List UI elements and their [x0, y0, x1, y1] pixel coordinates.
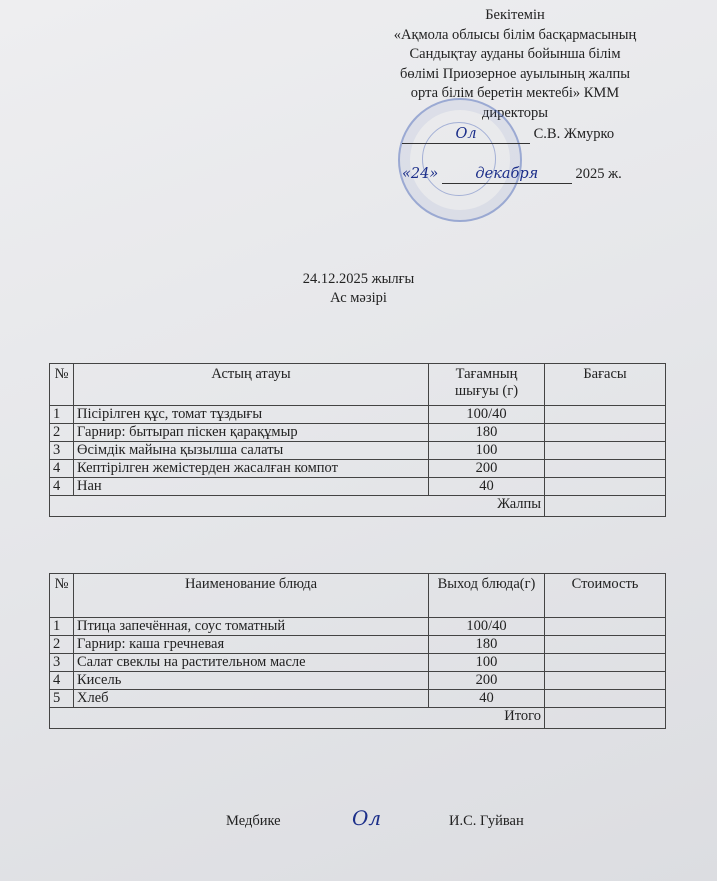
column-header: Бағасы [545, 364, 666, 406]
dish-output: 180 [429, 424, 545, 442]
table-row [50, 424, 666, 442]
column-header: Стоимость [545, 574, 666, 618]
table-total-row [50, 708, 666, 729]
dish-price [545, 442, 666, 460]
table-row [50, 442, 666, 460]
dish-name: Гарнир: каша гречневая [74, 636, 429, 654]
menu-table-ru [49, 573, 666, 729]
row-number: 4 [50, 672, 74, 690]
approval-year: 2025 ж. [575, 166, 622, 182]
nurse-role: Медбике [226, 813, 281, 829]
dish-name: Нан [74, 478, 429, 496]
dish-price [545, 654, 666, 672]
total-label: Жалпы [50, 496, 545, 517]
row-number: 2 [50, 424, 74, 442]
column-header: Тағамның шығуы (г) [429, 364, 545, 406]
dish-name: Хлеб [74, 690, 429, 708]
director-name: С.В. Жмурко [533, 126, 615, 142]
dish-output: 100/40 [429, 406, 545, 424]
column-header: Выход блюда(г) [429, 574, 545, 618]
table-header-row [50, 364, 666, 406]
approval-block [355, 6, 675, 123]
dish-output: 40 [429, 478, 545, 496]
total-value [545, 708, 666, 729]
table-row [50, 478, 666, 496]
dish-name: Салат свеклы на растительном масле [74, 654, 429, 672]
approval-line: Бекітемін [485, 7, 545, 23]
dish-name: Өсімдік майына қызылша салаты [74, 442, 429, 460]
dish-price [545, 636, 666, 654]
nurse-name: И.С. Гуйван [449, 813, 524, 829]
menu-date: 24.12.2025 жылғы [302, 271, 415, 287]
table-row [50, 460, 666, 478]
director-signature-line [402, 126, 530, 144]
row-number: 3 [50, 442, 74, 460]
table-row [50, 654, 666, 672]
row-number: 1 [50, 406, 74, 424]
column-header: № [50, 364, 74, 406]
approval-line: Сандықтау ауданы бойынша білім [409, 46, 621, 62]
column-header: № [50, 574, 74, 618]
approval-line: бөлімі Приозерное ауылының жалпы [400, 65, 630, 82]
dish-output: 100/40 [429, 618, 545, 636]
dish-output: 100 [429, 442, 545, 460]
dish-output: 200 [429, 460, 545, 478]
row-number: 3 [50, 654, 74, 672]
dish-output: 40 [429, 690, 545, 708]
row-number: 2 [50, 636, 74, 654]
dish-name: Кисель [74, 672, 429, 690]
approval-line: орта білім беретін мектебі» КММ [410, 85, 620, 101]
total-value [545, 496, 666, 517]
total-label: Итого [50, 708, 545, 729]
approval-line: директоры [481, 104, 549, 121]
table-row [50, 618, 666, 636]
menu-title: Ас мәзірі [330, 290, 387, 306]
table-row [50, 690, 666, 708]
menu-table-kz [49, 363, 666, 517]
dish-price [545, 618, 666, 636]
nurse-signature: Ол [352, 806, 382, 830]
approval-month-line [442, 166, 572, 184]
dish-price [545, 424, 666, 442]
dish-output: 100 [429, 654, 545, 672]
dish-output: 200 [429, 672, 545, 690]
dish-output: 180 [429, 636, 545, 654]
row-number: 5 [50, 690, 74, 708]
dish-price [545, 460, 666, 478]
director-signature: Ол [455, 126, 477, 142]
official-stamp [398, 98, 522, 222]
dish-price [545, 672, 666, 690]
table-row [50, 406, 666, 424]
director-signature-row [402, 126, 614, 144]
row-number: 4 [50, 460, 74, 478]
approval-day: «24» [402, 166, 439, 182]
table-total-row [50, 496, 666, 517]
column-header: Астың атауы [74, 364, 429, 406]
table-header-row [50, 574, 666, 618]
dish-name: Пісірілген құс, томат тұздығы [74, 406, 429, 424]
row-number: 4 [50, 478, 74, 496]
dish-name: Птица запечённая, соус томатный [74, 618, 429, 636]
dish-price [545, 406, 666, 424]
dish-name: Гарнир: бытырап піскен қарақұмыр [74, 424, 429, 442]
dish-name: Кептірілген жемістерден жасалған компот [74, 460, 429, 478]
column-header: Наименование блюда [74, 574, 429, 618]
approval-date-row [402, 166, 622, 184]
table-row [50, 636, 666, 654]
dish-price [545, 478, 666, 496]
row-number: 1 [50, 618, 74, 636]
approval-line: «Ақмола облысы білім басқармасының [393, 26, 637, 43]
dish-price [545, 690, 666, 708]
table-row [50, 672, 666, 690]
approval-month: декабря [475, 166, 539, 182]
